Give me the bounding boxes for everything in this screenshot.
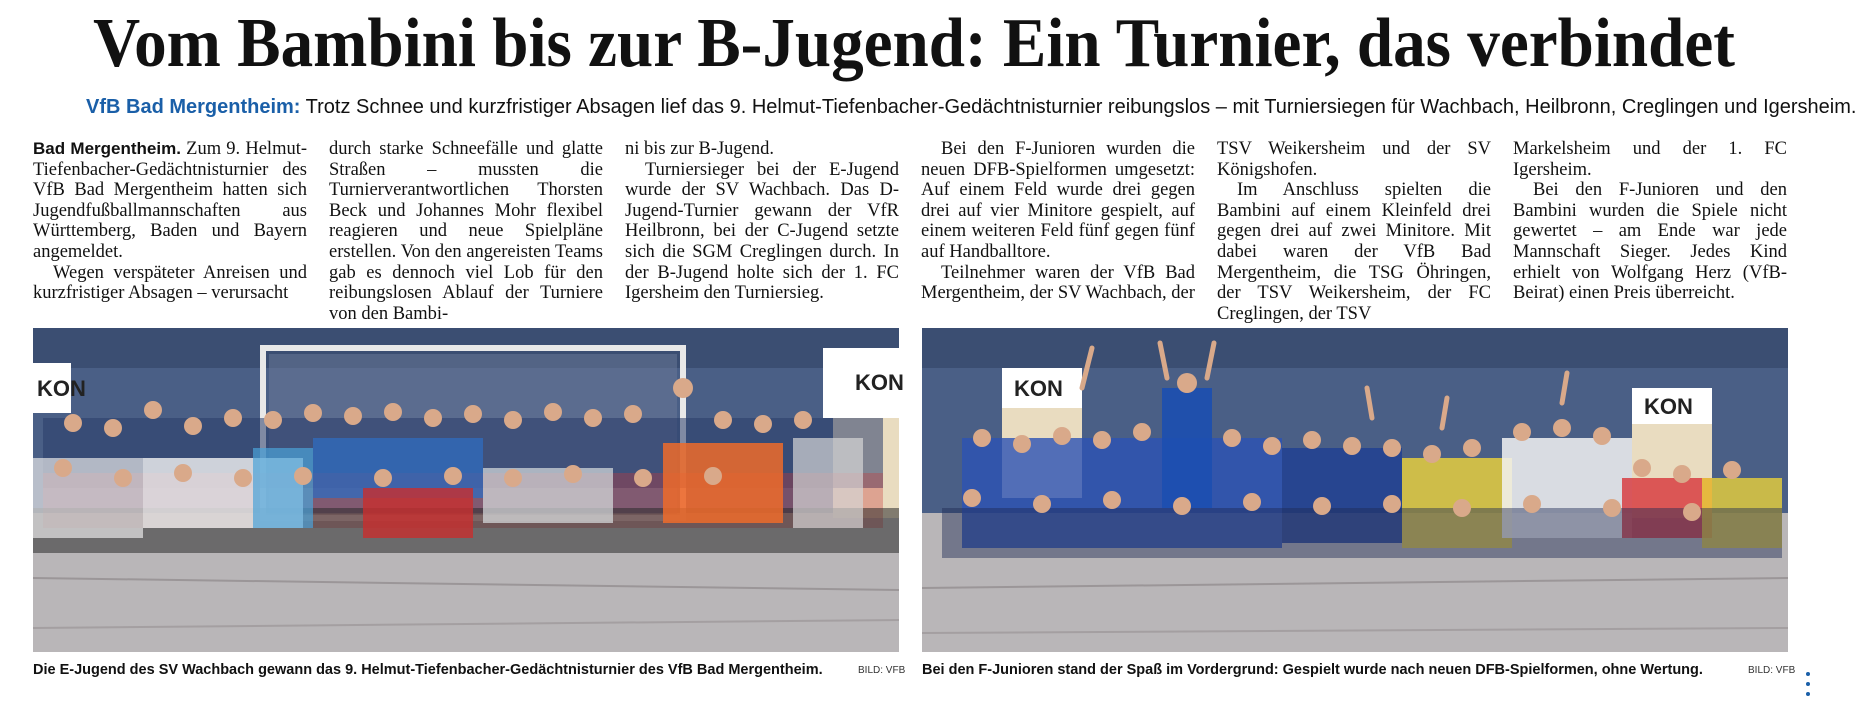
article-paragraph: durch starke Schneefälle und glatte Straßen – mussten die Turnierverantwortlichen Thorsten Beck und Johannes Mohr flexibel reagieren und neue Spielpläne erstellen. Von den angereisten Teams gab es dennoch viel Lob für den reibungslosen Ablauf der Turniere von den Bambi- bbox=[329, 139, 603, 324]
subheadline-kicker: VfB Bad Mergentheim: bbox=[86, 96, 301, 118]
more-options-icon[interactable] bbox=[1804, 672, 1812, 702]
sponsor-banner-right: KON bbox=[855, 370, 904, 395]
headline: Vom Bambini bis zur B-Jugend: Ein Turnier, das verbindet bbox=[93, 5, 1735, 82]
team-photo-illustration bbox=[922, 328, 1788, 652]
photo-f-junioren bbox=[922, 328, 1788, 652]
article-column-2 bbox=[329, 139, 603, 324]
article-paragraph: Zum 9. Helmut-Tiefenbacher-Gedächtnisturnier des VfB Bad Mergentheim hatten sich Jugendfußballmannschaften aus Württemberg, Baden und Bayern angemeldet. bbox=[33, 139, 308, 262]
team-photo-illustration bbox=[33, 328, 904, 652]
photo-caption-left: Die E-Jugend des SV Wachbach gewann das 9. Helmut-Tiefenbacher-Gedächtnisturnier des VfB Bad Mergentheim. bbox=[33, 662, 823, 678]
article-paragraph: Im Anschluss spielten die Bambini auf einem Kleinfeld drei gegen drei auf zwei Minitore. Mit dabei waren der VfB Bad Mergentheim, die TSG Öhringen, der TSV Weikersheim, der FC Creglingen, der TSV bbox=[1217, 180, 1491, 324]
photo-caption-right: Bei den F-Junioren stand der Spaß im Vordergrund: Gespielt wurde nach neuen DFB-Spielformen, ohne Wertung. bbox=[922, 662, 1703, 678]
article-paragraph: ni bis zur B-Jugend. bbox=[625, 139, 775, 159]
sponsor-banner-left: KON bbox=[37, 376, 86, 401]
photo-credit-right: BILD: VFB bbox=[1748, 665, 1796, 676]
article-column-4 bbox=[921, 139, 1195, 304]
article-paragraph: Bei den F-Junioren und den Bambini wurden die Spiele nicht gewertet – am Ende war jede Mannschaft Sieger. Jedes Kind erhielt von Wolfgang Herz (VfB-Beirat) einen Preis überreicht. bbox=[1513, 180, 1787, 304]
article-paragraph: TSV Weikersheim und der SV Königshofen. bbox=[1217, 139, 1491, 180]
photo-e-jugend bbox=[33, 328, 904, 652]
photo-credit-left: BILD: VFB bbox=[858, 665, 906, 676]
article-paragraph: Markelsheim und der 1. FC Igersheim. bbox=[1513, 139, 1787, 180]
article-column-6 bbox=[1513, 139, 1787, 304]
article-column-1 bbox=[33, 139, 307, 304]
article-paragraph: Bei den F-Junioren wurden die neuen DFB-Spielformen umgesetzt: Auf einem Feld wurde drei gegen drei auf vier Minitore gespielt, auf einem weiteren Feld fünf gegen fünf auf Handballtore. bbox=[921, 139, 1195, 262]
dateline: Bad Mergentheim. bbox=[33, 139, 181, 158]
article-column-3 bbox=[625, 139, 899, 304]
subheadline-text: Trotz Schnee und kurzfristiger Absagen lief das 9. Helmut-Tiefenbacher-Gedächtnisturnier reibungslos – mit Turniersiegen für Wachbach, Heilbronn, Creglingen und Igersheim. bbox=[305, 96, 1856, 118]
article-paragraph: Wegen verspäteter Anreisen und kurzfristiger Absagen – verursacht bbox=[33, 262, 307, 304]
article-column-5 bbox=[1217, 139, 1491, 324]
sponsor-banner-right: KON bbox=[1644, 394, 1693, 419]
subheadline bbox=[86, 94, 1856, 120]
article-paragraph: Turniersieger bei der E-Jugend wurde der SV Wachbach. Das D-Jugend-Turnier gewann der VfR Heilbronn, bei der C-Jugend setzte sich die SGM Creglingen durch. In der B-Jugend holte sich der 1. FC Igersheim den Turniersieg. bbox=[625, 159, 899, 304]
article-paragraph: Teilnehmer waren der VfB Bad Mergentheim, der SV Wachbach, der bbox=[921, 262, 1195, 304]
sponsor-banner-left: KON bbox=[1014, 376, 1063, 401]
